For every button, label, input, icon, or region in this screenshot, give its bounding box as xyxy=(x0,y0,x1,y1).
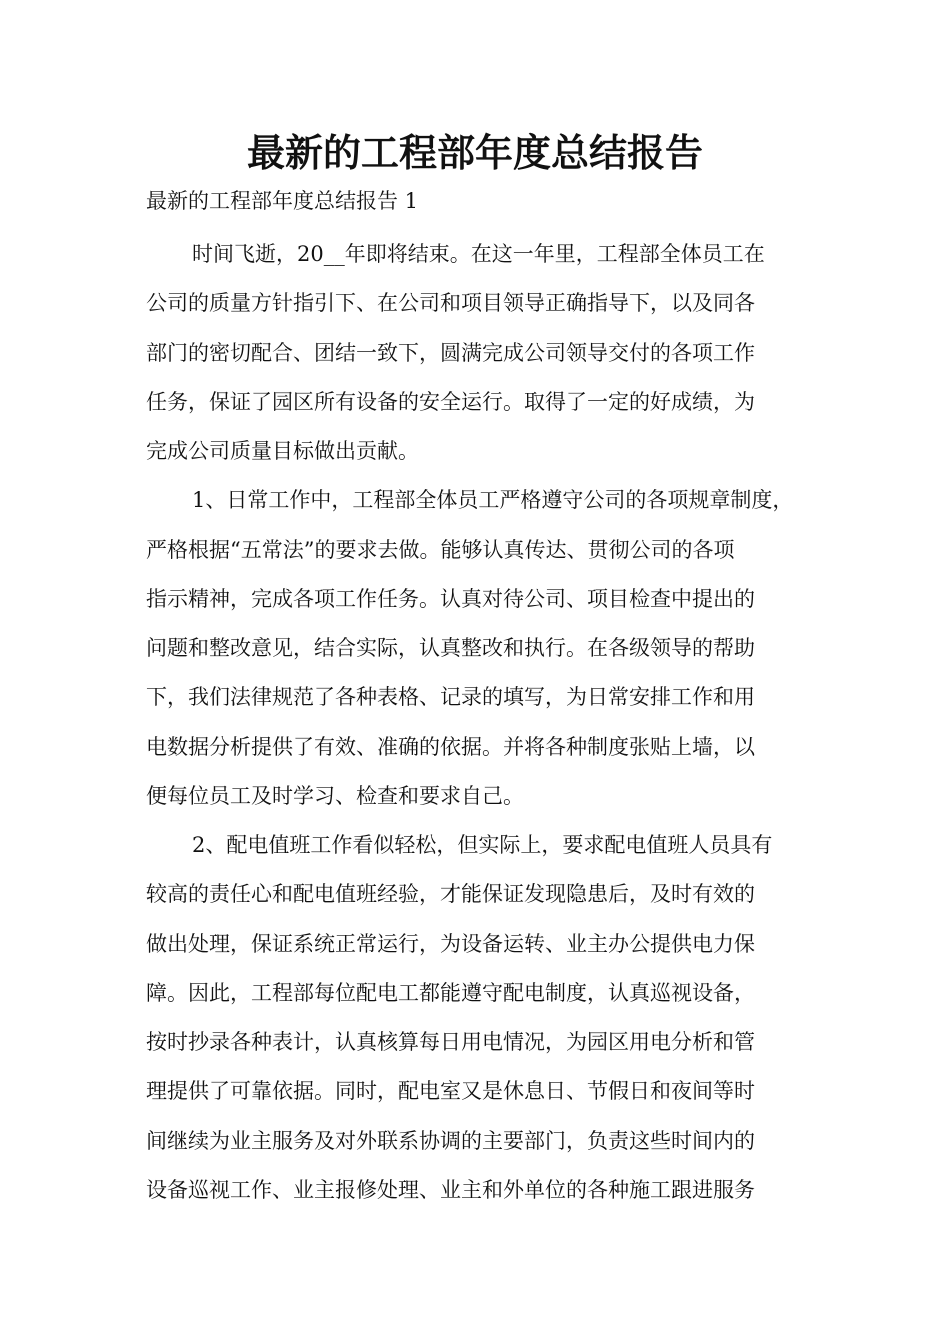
paragraph-line: 任务，保证了园区所有设备的安全运行。取得了一定的好成绩，为 xyxy=(146,389,755,414)
paragraph-line: 下，我们法律规范了各种表格、记录的填写，为日常安排工作和用 xyxy=(146,685,755,710)
paragraph-line: 时间飞逝，20__年即将结束。在这一年里，工程部全体员工在 xyxy=(192,242,765,266)
paragraph-line: 电数据分析提供了有效、准确的依据。并将各种制度张贴上墙，以 xyxy=(146,734,755,759)
paragraph-line: 部门的密切配合、团结一致下，圆满完成公司领导交付的各项工作 xyxy=(146,340,755,365)
document-title: 最新的工程部年度总结报告 xyxy=(246,130,703,175)
paragraph-line: 指示精神，完成各项工作任务。认真对待公司、项目检查中提出的 xyxy=(146,586,755,611)
paragraph-line: 设备巡视工作、业主报修处理、业主和外单位的各种施工跟进服务 xyxy=(146,1177,755,1202)
paragraph-line: 严格根据“五常法”的要求去做。能够认真传达、贯彻公司的各项 xyxy=(146,537,735,562)
paragraph-line: 完成公司质量目标做出贡献。 xyxy=(146,439,419,463)
paragraph-line: 便每位员工及时学习、检查和要求自己。 xyxy=(146,783,524,808)
paragraph-line: 问题和整改意见，结合实际，认真整改和执行。在各级领导的帮助 xyxy=(146,636,755,660)
paragraph xyxy=(146,230,826,476)
paragraph xyxy=(146,476,826,821)
paragraph-line: 障。因此，工程部每位配电工都能遵守配电制度，认真巡视设备， xyxy=(146,980,755,1005)
paragraph-line: 公司的质量方针指引下、在公司和项目领导正确指导下，以及同各 xyxy=(146,291,755,316)
paragraph-line: 做出处理，保证系统正常运行，为设备运转、业主办公提供电力保 xyxy=(146,931,755,956)
paragraph xyxy=(146,821,826,1215)
paragraph-line: 间继续为业主服务及对外联系协调的主要部门，负责这些时间内的 xyxy=(146,1128,755,1153)
document-subtitle: 最新的工程部年度总结报告 1 xyxy=(146,189,419,213)
document-body xyxy=(146,230,826,1215)
paragraph-line: 理提供了可靠依据。同时，配电室又是休息日、节假日和夜间等时 xyxy=(146,1079,755,1104)
paragraph-line: 按时抄录各种表计，认真核算每日用电情况，为园区用电分析和管 xyxy=(146,1030,755,1054)
paragraph-line: 较高的责任心和配电值班经验，才能保证发现隐患后，及时有效的 xyxy=(146,882,755,907)
paragraph-line: 2、配电值班工作看似轻松，但实际上，要求配电值班人员具有 xyxy=(192,833,773,857)
paragraph-line: 1、日常工作中，工程部全体员工严格遵守公司的各项规章制度， xyxy=(192,488,794,513)
